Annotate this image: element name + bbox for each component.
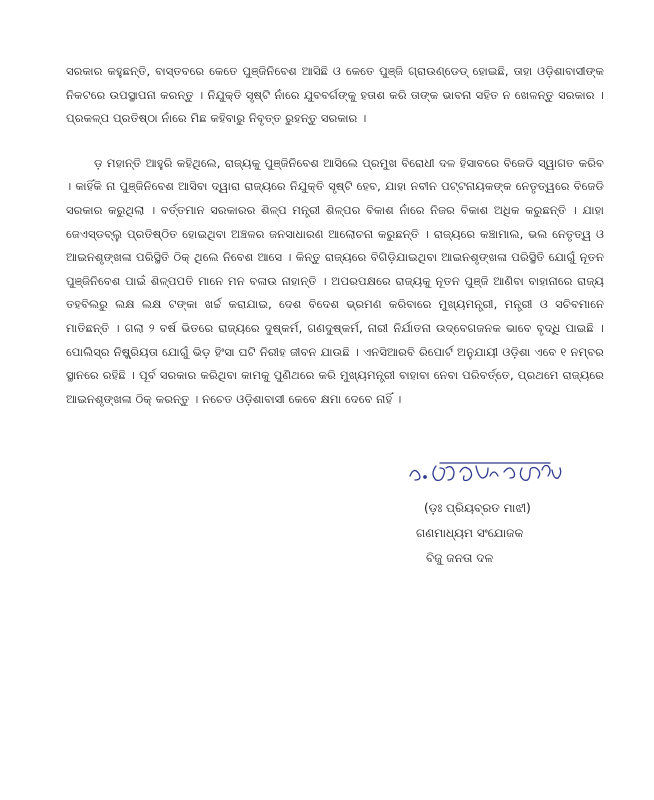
paragraph-investment-claims: ସରକାର କହୁଛନ୍ତି, ବାସ୍ତବରେ କେତେ ପୁଞ୍ଜିନିବେଶ ଆସିଛି ଓ କେତେ ପୁଞ୍ଜି ଗ୍ରାଉଣ୍ଡେଡ୍ ହୋଇଛି, ତାହା ଓଡ଼ିଶାବାସୀଙ୍କ ନିକଟରେ ଉପସ୍ଥାପନା କରନ୍ତୁ । ନିଯୁକ୍ତି ସୃଷ୍ଟି ନାଁରେ ଯୁବବର୍ଗଙ୍କୁ ହତାଶ କରି ତାଙ୍କ ଭାବନା ସହିତ ନ ଖେଳନ୍ତୁ ସରକାର । ପ୍ରକଳ୍ପ ପ୍ରତିଷ୍ଠା ନାଁରେ ମିଛ କହିବାରୁ ନିବୃତ୍ତ ରୁହନ୍ତୁ ସରକାର । [66, 64, 604, 126]
paragraph-law-and-order: ଡ଼ ମହାନ୍ତି ଆହୁରି କହିଥିଲେ, ରାଜ୍ୟକୁ ପୁଞ୍ଜିନିବେଶ ଆସିଲେ ପ୍ରମୁଖ ବିରୋଧୀ ଦଳ ହିସାବରେ ବିଜେଡି ସ୍ୱାଗତ କରିବ । କାହିଁକି ନା ପୁଞ୍ଜିନିବେଶ ଆସିବା ଦ୍ୱାରା ରାଜ୍ୟରେ ନିଯୁକ୍ତି ସୃଷ୍ଟି ହେବ, ଯାହା ନବୀନ ପଟ୍ଟନାୟକଙ୍କ ନେତୃତ୍ୱରେ ବିଜେଡି ସରକାର କରୁଥିଲା । ବର୍ତ୍ତମାନ ସରକାରର ଶିଳ୍ପ ମନ୍ତ୍ରୀ ଶିଳ୍ପର ବିକାଶ ନାଁରେ ନିଜର ବିକାଶ ଅଧିକ କରୁଛନ୍ତି । ଯାହା ଜେଏସ୍ଡବ୍ଲୁ ପ୍ରତିଷ୍ଠିତ ହୋଇଥିବା ଅଞ୍ଚଳର ଜନସାଧାରଣ ଆଲୋଚନା କରୁଛନ୍ତି । ରାଜ୍ୟରେ କଞ୍ଚାମାଲ, ଭଲ ନେତୃତ୍ୱ ଓ ଆଇନଶୃଙ୍ଖଳା ପରିସ୍ଥିତି ଠିକ୍ ଥିଲେ ନିବେଶ ଆସେ । କିନ୍ତୁ ରାଜ୍ୟରେ ବିଗିଡ଼ିଯାଇଥିବା ଆଇନଶୃଙ୍ଖଳା ପରିସ୍ଥିତି ଯୋଗୁଁ ନୂତନ ପୁଞ୍ଜିନିବେଶ ପାଇଁ ଶିଳ୍ପପତି ମାନେ ମନ ବଳାଉ ନାହାନ୍ତି । ଅପରପକ୍ଷରେ ରାଜ୍ୟକୁ ନୂତନ ପୁଞ୍ଜି ଆଣିବା ବାହାନାରେ ରାଜ୍ୟ ତହବିଲରୁ ଲକ୍ଷ ଲକ୍ଷ ଟଙ୍କା ଖର୍ଚ୍ଚ କରାଯାଇ, ଦେଶ ବିଦେଶ ଭ୍ରମଣ କରିବାରେ ମୁଖ୍ୟମନ୍ତ୍ରୀ, ମନ୍ତ୍ରୀ ଓ ସଚିବମାନେ ମାତିଛନ୍ତି । ଗଲା ୨ ବର୍ଷ ଭିତରେ ରାଜ୍ୟରେ ଦୁଷ୍କର୍ମ, ଗଣଦୁଷ୍କର୍ମ, ନାରୀ ନିର୍ଯାତନା ଉଦ୍‌ବେଗଜନକ ଭାବେ ବୃଦ୍ଧି ପାଇଛି । ପୋଲିସ୍‌ର ନିଷ୍କ୍ରିୟତା ଯୋଗୁଁ ଭିଡ଼ ହିଂସା ଘଟି ନିରୀହ ଜୀବନ ଯାଉଛି । ଏନସିଆରବି ରିପୋର୍ଟ ଅନୁଯାୟୀ ଓଡ଼ିଶା ଏବେ ୧ ନମ୍ବର ସ୍ଥାନରେ ରହିଛି । ପୂର୍ବ ସରକାର କରିଥିବା କାମକୁ ପୁଣିଥରେ କରି ମୁଖ୍ୟମନ୍ତ୍ରୀ ବାହାବା ନେବା ପରିବର୍ତ୍ତେ, ପ୍ରଥମେ ରାଜ୍ୟରେ ଆଇନଶୃଙ୍ଖଳା ଠିକ୍ କରନ୍ତୁ । ନଚେତ ଓଡ଼ିଶାବାସୀ କେବେ କ୍ଷମା ଦେବେ ନାହିଁ । [66, 155, 604, 406]
signatory-party: ବିଜୁ ଜନତା ଦଳ [426, 551, 494, 565]
handwritten-signature [400, 458, 570, 488]
signatory-name: (ଡ଼ଃ ପ୍ରିୟବ୍ରତ ମାଝୀ) [424, 501, 531, 515]
signatory-role: ଗଣମାଧ୍ୟମ ସଂଯୋଜକ [416, 526, 524, 540]
signature-block [400, 458, 580, 571]
press-release-body [66, 60, 604, 411]
